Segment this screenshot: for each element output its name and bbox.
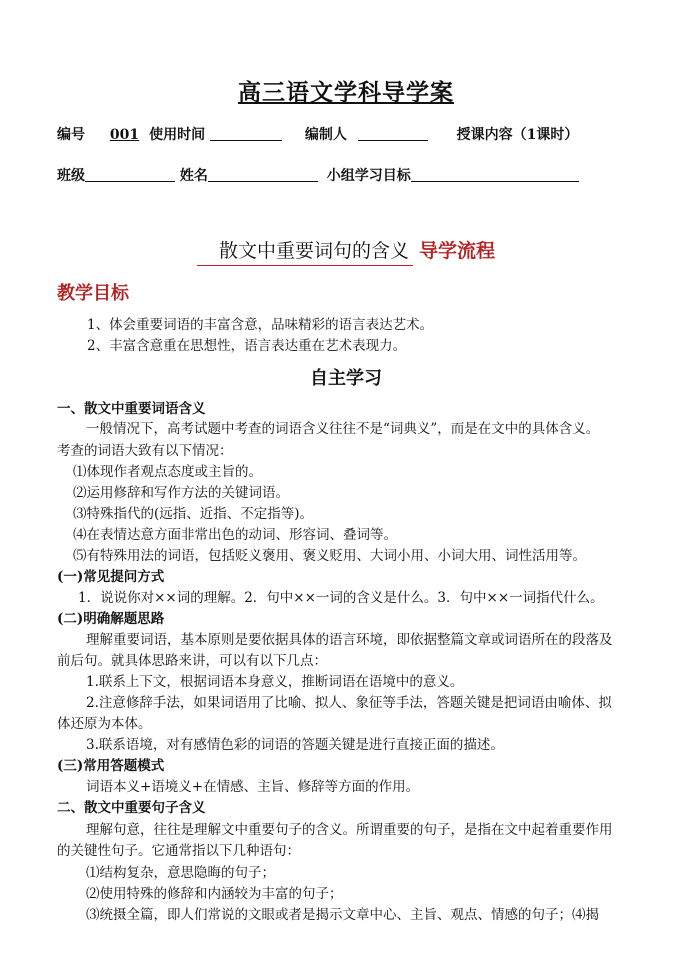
subheading-approach: (二)明确解题思路 [57, 611, 165, 627]
biaohao-label: 编号 [57, 127, 85, 143]
list-item: 1.联系上下文，根据词语本身意义，推断词语在语境中的意义。 [86, 674, 464, 690]
paragraph-line: 一般情况下，高考试题中考查的词语含义往往不是“词典义”，而是在文中的具体含义。 [86, 421, 600, 437]
goals-heading: 教学目标 [57, 283, 129, 304]
banji-label: 班级 [57, 168, 85, 184]
list-item: ⑴体现作者观点态度或主旨的。 [73, 464, 262, 480]
list-item: ⑴结构复杂，意思隐晦的句子； [86, 865, 275, 881]
biaohao-value: 001 [109, 127, 140, 143]
meta-row-2 [57, 165, 579, 185]
xiaozu-blank[interactable] [411, 167, 579, 182]
bianzhi-label: 编制人 [304, 127, 347, 143]
paragraph-line: 词语本义+语境义+在情感、主旨、修辞等方面的作用。 [86, 779, 420, 795]
list-item: ⑷在表情达意方面非常出色的动词、形容词、叠词等。 [73, 527, 397, 543]
bianzhi-blank[interactable] [358, 126, 428, 141]
section-title [0, 236, 692, 266]
paragraph-line: 理解重要词语，基本原则是要依据具体的语言环境，即依据整篇文章或词语所在的段落及 [86, 632, 613, 648]
goal-item: 2、丰富含意重在思想性，语言表达重在艺术表现力。 [87, 338, 407, 354]
section-title-red: 导学流程 [419, 240, 496, 262]
heading-sentence-meaning: 二、散文中重要句子含义 [57, 800, 206, 816]
subheading-questions: (一)常见提问方式 [57, 569, 165, 585]
paragraph-line: 前后句。就具体思路来讲，可以有以下几点： [57, 653, 327, 669]
list-item: 3.联系语境，对有感情色彩的词语的答题关键是进行直接正面的描述。 [86, 737, 504, 753]
section-title-main: 散文中重要词句的含义 [197, 236, 413, 266]
list-item: ⑵运用修辞和写作方法的关键词语。 [73, 485, 289, 501]
shiyong-blank[interactable] [210, 126, 282, 141]
shouke-label: 授课内容（1课时） [456, 127, 579, 143]
paragraph-line: 1．说说你对××词的理解。2．句中××一词的含义是什么。3．句中××一词指代什么。 [78, 590, 604, 606]
xiaozu-label: 小组学习目标 [326, 168, 411, 184]
list-item: ⑶统摄全篇，即人们常说的文眼或者是揭示文章中心、主旨、观点、情感的句子；⑷揭 [86, 907, 599, 923]
xingming-label: 姓名 [179, 168, 208, 184]
banji-blank[interactable] [85, 167, 175, 182]
heading-word-meaning: 一、散文中重要词语含义 [57, 401, 206, 417]
goal-item: 1、体会重要词语的丰富含意，品味精彩的语言表达艺术。 [87, 317, 434, 333]
shiyong-label: 使用时间 [149, 127, 206, 143]
paragraph-line: 理解句意，往往是理解文中重要句子的含义。所谓重要的句子，是指在文中起着重要作用 [86, 822, 613, 838]
list-item: ⑵使用特殊的修辞和内涵较为丰富的句子； [86, 886, 343, 902]
list-item: ⑶特殊指代的(远指、近指、不定指等)。 [73, 506, 314, 522]
list-item: 2.注意修辞手法，如果词语用了比喻、拟人、象征等手法，答题关键是把词语由喻体、拟 [86, 695, 612, 711]
list-item: ⑸有特殊用法的词语，包括贬义褒用、褒义贬用、大词小用、小词大用、词性活用等。 [73, 548, 586, 564]
doc-title: 高三语文学科导学案 [238, 79, 454, 106]
paragraph-line: 考查的词语大致有以下情况： [57, 443, 233, 459]
xingming-blank[interactable] [208, 167, 318, 182]
subheading-answer-pattern: (三)常用答题模式 [57, 758, 165, 774]
meta-row-1 [57, 124, 578, 144]
paragraph-line: 的关键性句子。它通常指以下几种语句： [57, 843, 300, 859]
paragraph-line: 体还原为本体。 [57, 716, 152, 732]
zizhu-heading: 自主学习 [310, 368, 382, 389]
